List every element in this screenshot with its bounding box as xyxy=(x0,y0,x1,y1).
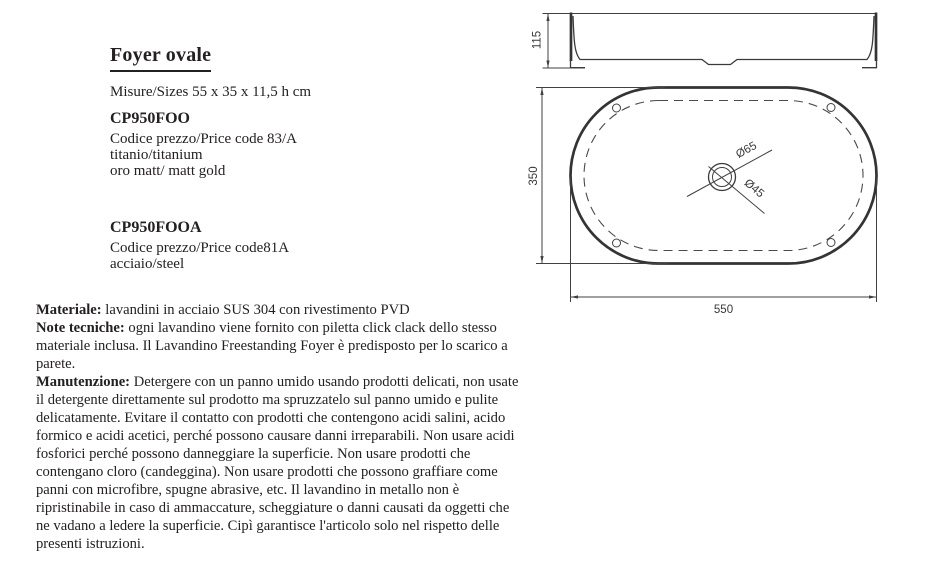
page-title: Foyer ovale xyxy=(110,44,211,72)
top-view xyxy=(528,88,877,317)
dimension-115 xyxy=(532,14,586,69)
side-view-right-foot xyxy=(862,60,877,68)
foot-hole-top-left xyxy=(613,104,621,112)
foot-hole-bottom-right xyxy=(827,239,835,247)
side-view-left-foot xyxy=(571,60,586,68)
basin-inner-dashed-outline xyxy=(584,101,863,251)
material-notes-block xyxy=(36,301,519,373)
manutenzione-text: Detergere con un panno umido usando prodotti delicati, non usate il detergente direttamente sul prodotto ma spruzzatelo sul panno umido e pulite delicatamente. Evitare il contatto con prodotti che contengono acidi salini, acido formico e acidi acetici, perché possono causare danni irreparabili. Non usare acidi fosforici perché possono danneggiare la superficie. Non usare prodotti che contengano cloro (candeggina). Non usare prodotti che possono graffiare come panni con microfibre, spugne abrasive, etc. Il lavandino in metallo non è ripristinabile in caso di ammaccature, scheggiature o danni causati da oggetti che ne vadano a ledere la superficie. Cipì garantisce l'articolo solo nel rispetto delle presenti istruzioni. xyxy=(36,374,519,552)
foot-hole-bottom-left xyxy=(613,239,621,247)
product-variant-1 xyxy=(110,110,510,179)
product-block xyxy=(110,44,510,279)
variant-finish: acciaio/steel xyxy=(110,256,185,272)
drain-outer-dim-label: Ø65 xyxy=(734,139,759,161)
technical-drawing xyxy=(526,0,934,330)
maintenance-block xyxy=(36,373,519,553)
drain-inner-dim-label: Ø45 xyxy=(741,177,767,201)
materiale-text: lavandini in acciaio SUS 304 con rivestimento PVD xyxy=(101,302,410,318)
product-variant-2 xyxy=(110,219,510,272)
note-tecniche-label: Note tecniche: xyxy=(36,320,125,336)
variant-code: CP950FOO xyxy=(110,110,190,127)
dimension-350 xyxy=(528,88,668,264)
spacer xyxy=(110,186,510,213)
side-view-basin-interior xyxy=(573,16,874,65)
side-view xyxy=(532,13,877,69)
foot-hole-top-right xyxy=(827,104,835,112)
variant-price-code: Codice prezzo/Price code81A xyxy=(110,240,290,256)
manutenzione-label: Manutenzione: xyxy=(36,374,131,390)
plan-width-dim-label: 550 xyxy=(713,304,734,316)
variant-code: CP950FOOA xyxy=(110,219,202,236)
product-sizes: Misure/Sizes 55 x 35 x 11,5 h cm xyxy=(110,84,312,100)
variant-price-code: Codice prezzo/Price code 83/A xyxy=(110,131,298,147)
drain-detail xyxy=(687,140,772,214)
variant-finish: oro matt/ matt gold xyxy=(110,163,226,179)
variant-finish: titanio/titanium xyxy=(110,147,203,163)
side-height-dim-label: 115 xyxy=(531,30,544,50)
materiale-label: Materiale: xyxy=(36,302,102,318)
plan-height-dim-label: 350 xyxy=(528,166,540,186)
note-tecniche-text: ogni lavandino viene fornito con piletta click clack dello stesso materiale inclusa. Il Lavandino Freestanding Foyer è predisposto per lo scarico a parete. xyxy=(36,320,508,372)
